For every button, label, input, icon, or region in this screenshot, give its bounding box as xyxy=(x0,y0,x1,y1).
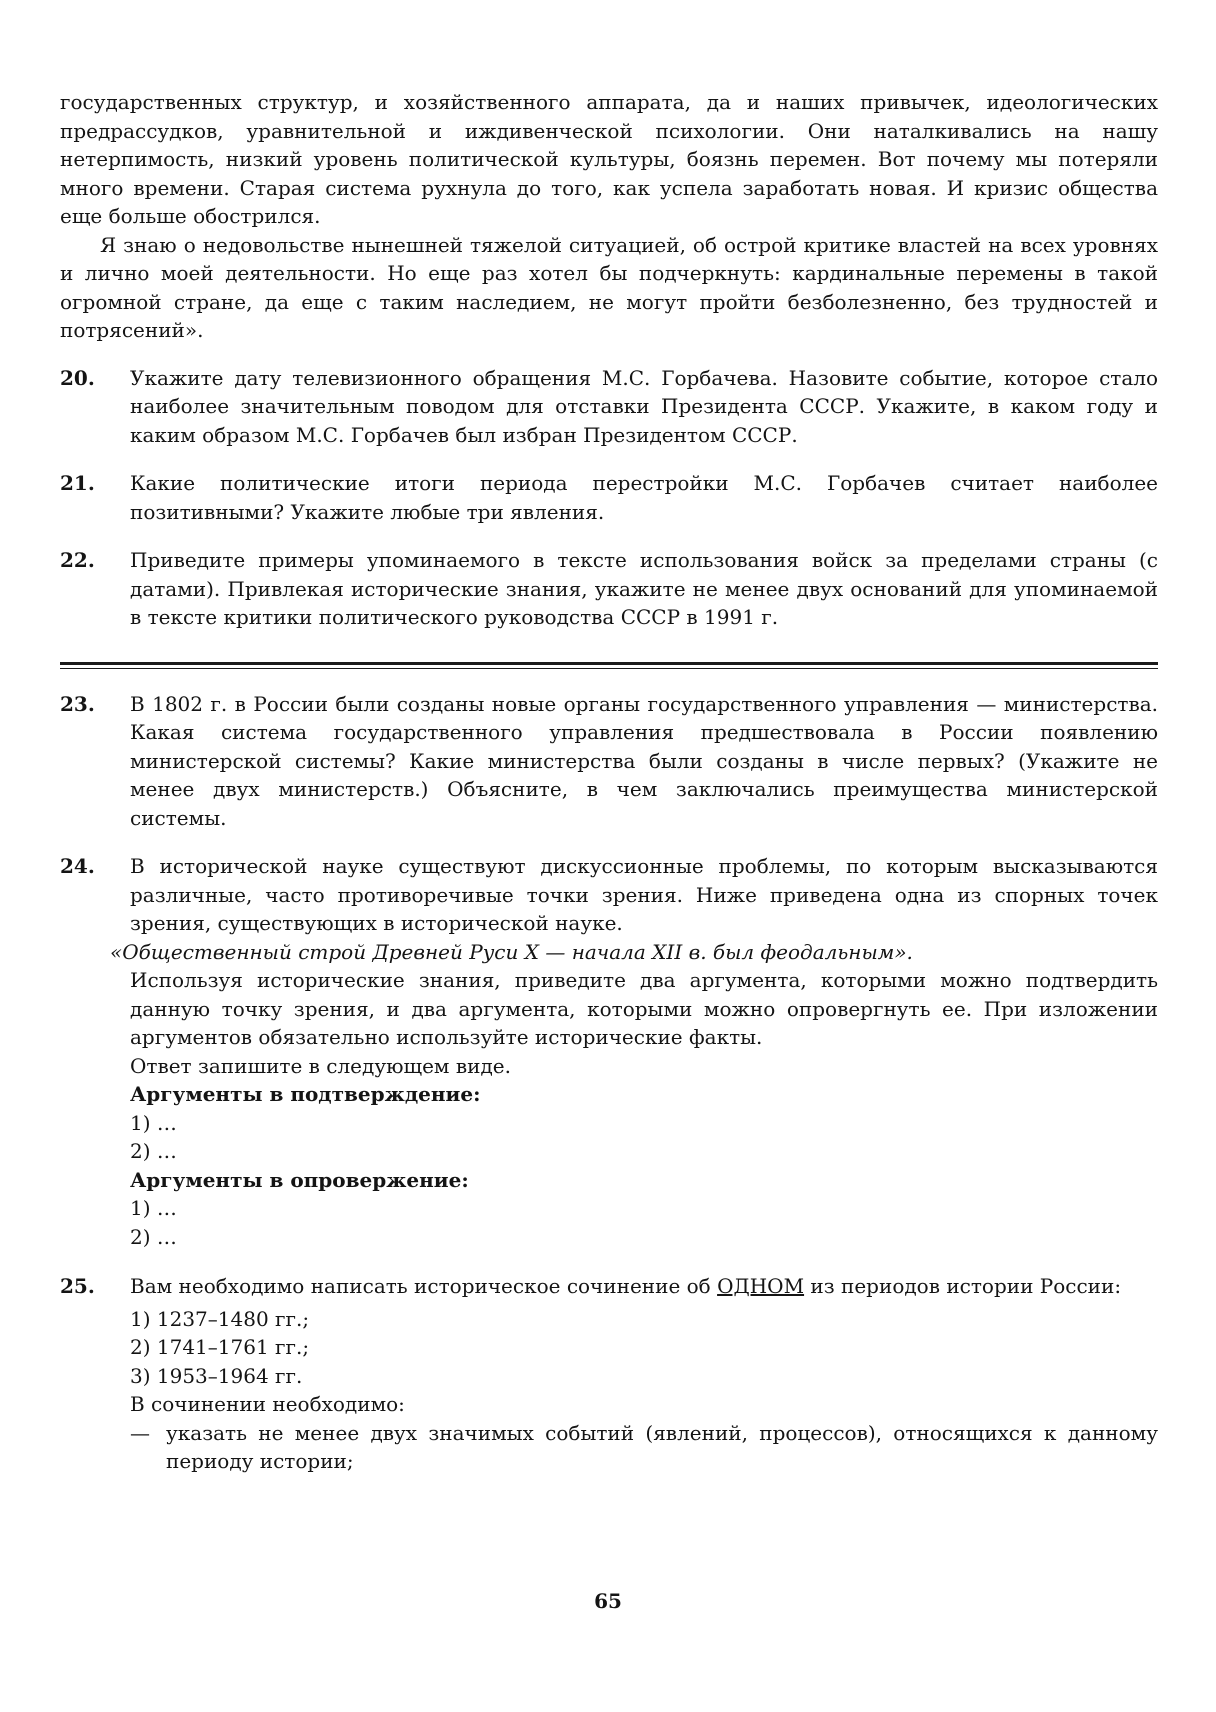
question-text: Какие политические итоги периода перестройки М.С. Горбачев считает наиболее позитивными? Укажите любые три явления. xyxy=(130,471,1158,524)
confirm-item-1: 1) … xyxy=(130,1110,177,1135)
refute-item-1: 1) … xyxy=(130,1196,177,1220)
dash-marker: — xyxy=(130,1420,150,1445)
question-text: В 1802 г. в России были созданы новые органы государственного управления — министерства. Какая система государственного управления предшествовала в России появлению министерской системы? Какие министерства были созданы в числе первых? (Укажите не менее двух министерств.) Объясните, в чем заключались преимущества министерской системы. xyxy=(130,691,1158,830)
answer-form-text: Ответ запишите в следующем виде. xyxy=(130,1053,511,1078)
instruction-text: Используя исторические знания, приведите два аргумента, которыми можно подтвердить данную точку зрения, и два аргумента, которыми можно опровергнуть ее. При изложении аргументов обязательно используйте исторические факты. xyxy=(130,968,1158,1049)
question-25 xyxy=(60,1272,1158,1301)
question-number: 24. xyxy=(60,854,95,878)
question-number: 23. xyxy=(60,691,95,716)
refute-arguments-label: Аргументы в опровержение: xyxy=(130,1167,469,1192)
question-number: 20. xyxy=(60,365,95,390)
question-number: 21. xyxy=(60,471,95,495)
question-text: Укажите дату телевизионного обращения М.С. Горбачева. Назовите событие, которое стало наиболее значительным поводом для отставки Президента СССР. Укажите, в каком году и каким образом М.С. Горбачев был избран Президентом СССР. xyxy=(130,365,1158,447)
question-number: 25. xyxy=(60,1274,95,1298)
intro-paragraph-2: Я знаю о недовольстве нынешней тяжелой ситуацией, об острой критике властей на всех уровнях и лично моей деятельности. Но еще раз хотел бы подчеркнуть: кардинальные перемены в такой огромной стране, да еще с таким наследием, не могут пройти безболезненно, без трудностей и потрясений». xyxy=(60,232,1158,342)
question-23 xyxy=(60,690,1158,833)
confirm-arguments-label: Аргументы в подтверждение: xyxy=(130,1082,481,1106)
period-1: 1) 1237–1480 гг.; xyxy=(130,1306,310,1331)
question-text: Приведите примеры упоминаемого в тексте использования войск за пределами страны (с датами). Привлекая исторические знания, укажите не менее двух оснований для упоминаемой в тексте критики политического руководства СССР в 1991 г. xyxy=(130,548,1158,629)
question-text xyxy=(130,1272,1158,1301)
refute-item-2: 2) … xyxy=(130,1224,177,1249)
question-24-details xyxy=(130,966,1158,1251)
period-3: 3) 1953–1964 гг. xyxy=(130,1363,303,1388)
question-25-details xyxy=(130,1305,1158,1476)
question-text-underlined: ОДНОМ xyxy=(717,1274,805,1298)
question-text: В исторической науке существуют дискуссионные проблемы, по которым высказываются различные, часто противоречивые точки зрения. Ниже приведена одна из спорных точек зрения, существующих в исторической науке. xyxy=(130,854,1158,935)
question-22 xyxy=(60,546,1158,632)
section-divider xyxy=(60,662,1158,669)
requirement-text: указать не менее двух значимых событий (явлений, процессов), относящихся к данному периоду истории; xyxy=(166,1420,1158,1473)
disputed-viewpoint: «Общественный строй Древней Руси X — начала XII в. был феодальным». xyxy=(110,939,913,964)
question-text-before: Вам необходимо написать историческое сочинение об xyxy=(130,1274,718,1298)
requirements-label: В сочинении необходимо: xyxy=(130,1392,405,1416)
period-2: 2) 1741–1761 гг.; xyxy=(130,1335,310,1359)
requirement-item xyxy=(130,1419,1158,1476)
question-number: 22. xyxy=(60,548,95,572)
question-20 xyxy=(60,364,1158,450)
question-text-after: из периодов истории России: xyxy=(804,1274,1122,1298)
intro-paragraph-1: государственных структур, и хозяйственного аппарата, да и наших привычек, идеологических предрассудков, уравнительной и иждивенческой психологии. Они наталкивались на нашу нетерпимость, низкий уровень политической культуры, боязнь перемен. Вот почему мы потеряли много времени. Старая система рухнула до того, как успела заработать новая. И кризис общества еще больше обострился. xyxy=(60,90,1158,228)
question-24 xyxy=(60,852,1158,938)
question-24-quote xyxy=(110,938,1158,967)
question-21 xyxy=(60,469,1158,526)
confirm-item-2: 2) … xyxy=(130,1139,177,1163)
page-number: 65 xyxy=(594,1589,622,1613)
